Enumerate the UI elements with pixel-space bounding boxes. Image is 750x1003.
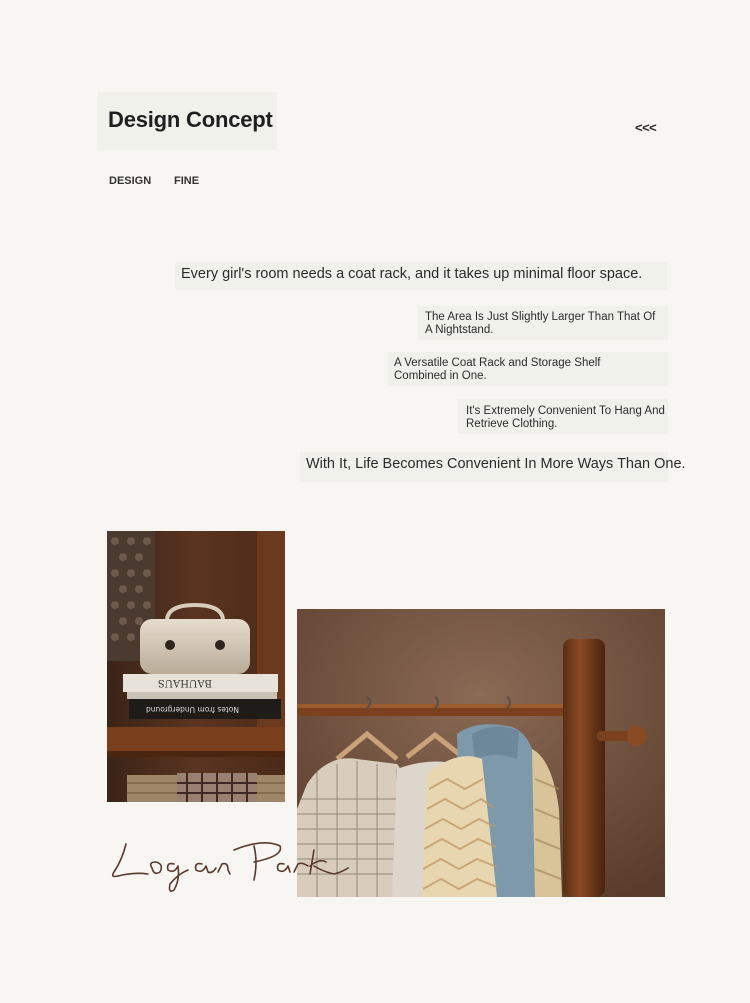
back-arrows-icon[interactable]: <<< bbox=[635, 120, 657, 135]
tag-fine: FINE bbox=[174, 175, 200, 187]
book-title-bottom: Notes from Underground bbox=[146, 705, 239, 714]
copy-line-1: Every girl's room needs a coat rack, and it takes up minimal floor space. bbox=[181, 266, 643, 282]
copy-line-4: It's Extremely Convenient To Hang And Retrieve Clothing. bbox=[466, 405, 665, 430]
page-title: Design Concept bbox=[108, 107, 273, 132]
copy-line-2: The Area Is Just Slightly Larger Than That Of A Nightstand. bbox=[425, 311, 656, 336]
book-title-top: BAUHAUS bbox=[157, 677, 212, 688]
copy-line-3: A Versatile Coat Rack and Storage Shelf Combined in One. bbox=[394, 357, 601, 382]
signature-logan-park bbox=[104, 832, 354, 902]
copy-line-5: With It, Life Becomes Convenient In More Ways Than One. bbox=[306, 456, 686, 472]
jewelry-box-photo bbox=[107, 531, 285, 802]
signature bbox=[104, 832, 354, 902]
tag-design: DESIGN bbox=[109, 175, 152, 187]
